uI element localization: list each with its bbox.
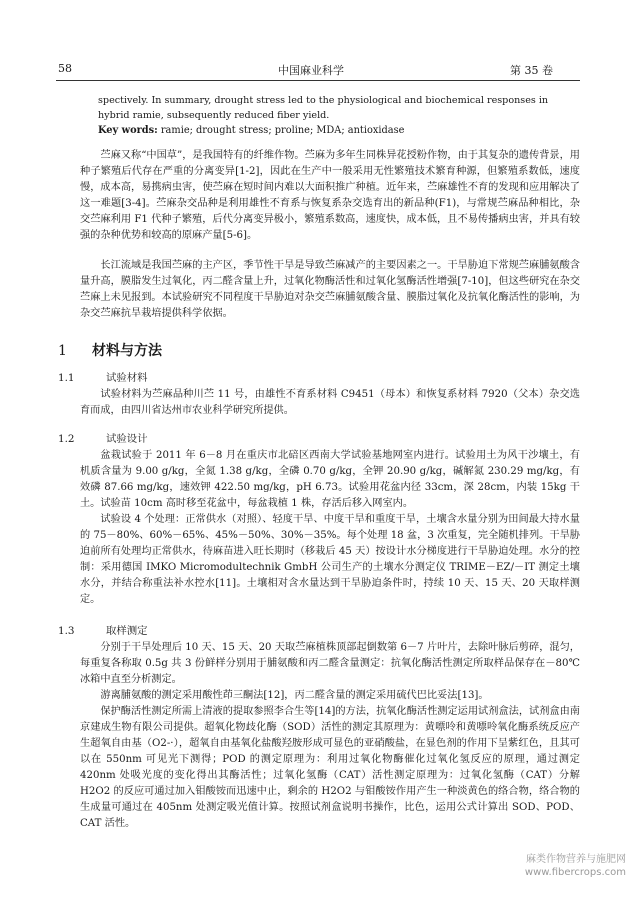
page-number: 58 [58, 62, 72, 75]
section-title: 材料与方法 [92, 343, 162, 359]
abstract-tail: spectively. In summary, drought stress led to the physiological and biochemical responses in hybrid ramie, subsequently reduced fiber yield. [98, 95, 549, 121]
intro-paragraph-1: 苎麻又称“中国草”，是我国特有的纤维作物。苎麻为多年生同株异花授粉作物，由于其复杂的遗传背景，用种子繁殖后代存在严重的分离变异[1-2]，因此在生产中一般采用无性繁殖技术繁育种源，但繁殖系数低，速度慢，成本高，易携病虫害，使苎麻在短时间内难以大面积推广种植。近年来，苎麻雄性不育的发现和应用解决了这一难题[3-4]。苎麻杂交品种是利用雄性不育系与恢复系杂交选育出的新品种(F1)，与常规苎麻品种相比，杂交苎麻利用 F1 代种子繁殖，后代分离变异极小，繁殖系数高，速度快，成本低，且不易传播病虫害，并具有较强的杂种优势和较高的原麻产量[5-6]。 [80, 150, 580, 241]
subsection-title: 试验设计 [106, 433, 148, 445]
design-paragraph-1: 盆栽试验于 2011 年 6－8 月在重庆市北碚区西南大学试验基地网室内进行。试验用土为风干沙壤土，有机质含量为 9.00 g/kg，全氮 1.38 g/kg，全磷 0.70 g/kg，全钾 20.90 g/kg，碱解氮 230.29 mg/kg，有效磷 87.66 mg/kg，速效钾 422.50 mg/kg，pH 6.73。试验用花盆内径 33cm，深 28cm，内装 15kg 干土。试验苗 10cm 高时移至花盆中，每盆栽植 1 株，存活后移入网室内。 [80, 450, 580, 509]
subsection-number: 1.2 [58, 433, 75, 445]
section-heading [58, 340, 162, 360]
section-number: 1 [58, 343, 67, 359]
design-paragraph-2: 试验设 4 个处理：正常供水（对照）、轻度干旱、中度干旱和重度干旱，土壤含水量分别为田间最大持水量的 75－80%、60%－65%、45%－50%、30%－35%。每个处理 18 盆，3 次重复，完全随机排列。干旱胁迫前所有处理均正常供水，待麻苗进入旺长期时（移栽后 45 天）按设计水分梯度进行干旱胁迫处理。水分的控制：采用德国 IMKO Micromodultechnik GmbH 公司生产的土壤水分测定仪 TRIME－EZ/－IT 测定土壤水分，并结合称重法补水控水[11]。土壤相对含水量达到干旱胁迫条件时，持续 10 天、15 天、20 天取样测定。 [80, 514, 580, 605]
keywords-text: ramie; drought stress; proline; MDA; antioxidase [160, 125, 405, 136]
keywords-label: Key words: [98, 125, 158, 136]
subsection-title: 试验材料 [106, 372, 148, 384]
sampling-paragraph-2: 游离脯氨酸的测定采用酸性茚三酮法[12]，丙二醛含量的测定采用硫代巴比妥法[13]。 [100, 690, 489, 701]
subsection-heading-1-1 [58, 369, 148, 384]
watermark [525, 853, 626, 879]
keywords [98, 123, 582, 138]
sampling-paragraph-3: 保护酶活性测定所需上清液的提取参照李合生等[14]的方法，抗氧化酶活性测定运用试剂盒法，试剂盒由南京建成生物有限公司提供。超氧化物歧化酶（SOD）活性的测定其原理为：黄嘌呤和黄嘌呤氧化酶系统反应产生超氧自由基（O2-·），超氧自由基氧化盐酸羟胺形成可显色的亚硝酸盐，在显色剂的作用下呈紫红色，且其可以在 550nm 可见光下测得；POD 的测定原理为：利用过氧化物酶催化过氧化氢反应的原理，通过测定 420nm 处吸光度的变化得出其酶活性；过氧化氢酶（CAT）活性测定原理为：过氧化氢酶（CAT）分解 H2O2 的反应可通过加入钼酸铵而迅速中止，剩余的 H2O2 与钼酸铵作用产生一种淡黄色的络合物，络合物的生成量可通过在 405nm 处测定吸光值计算。按照试剂盒说明书操作，比色，运用公式计算出 SOD、POD、CAT 活性。 [80, 706, 580, 829]
journal-title: 中国麻业科学 [278, 64, 344, 77]
header-rule [56, 80, 580, 81]
subsection-number: 1.3 [58, 625, 75, 637]
subsection-heading-1-3 [58, 622, 148, 637]
materials-paragraph: 试验材料为苎麻品种川苎 11 号，由雄性不育系材料 C9451（母本）和恢复系材料 7920（父本）杂交选育而成，由四川省达州市农业科学研究所提供。 [80, 389, 580, 416]
subsection-number: 1.1 [58, 372, 75, 384]
volume-label: 第 35 卷 [510, 64, 553, 77]
sampling-paragraph-1: 分别于干旱处理后 10 天、15 天、20 天取苎麻植株顶部起倒数第 6－7 片叶片，去除叶脉后剪碎，混匀，每重复各称取 0.5g 共 3 份鲜样分别用于脯氨酸和丙二醛含量测定：抗氧化酶活性测定所取样品保存在－80℃冰箱中直至分析测定。 [80, 642, 580, 685]
watermark-line-1: 麻类作物营养与施肥网 [526, 854, 626, 865]
subsection-heading-1-2 [58, 430, 148, 445]
intro-paragraph-2: 长江流域是我国苎麻的主产区，季节性干旱是导致苎麻减产的主要因素之一。干旱胁迫下常规苎麻脯氨酸含量升高，膜脂发生过氧化，丙二醛含量上升，过氧化物酶活性和过氧化氢酶活性增强[7-10]，但这些研究在杂交苎麻上未见报到。本试验研究不同程度干旱胁迫对杂交苎麻脯氨酸含量、膜脂过氧化及抗氧化酶活性的影响，为杂交苎麻抗旱栽培提供科学依据。 [80, 260, 580, 319]
watermark-line-2: www.fibercrops.com [524, 867, 626, 878]
subsection-title: 取样测定 [106, 625, 148, 637]
